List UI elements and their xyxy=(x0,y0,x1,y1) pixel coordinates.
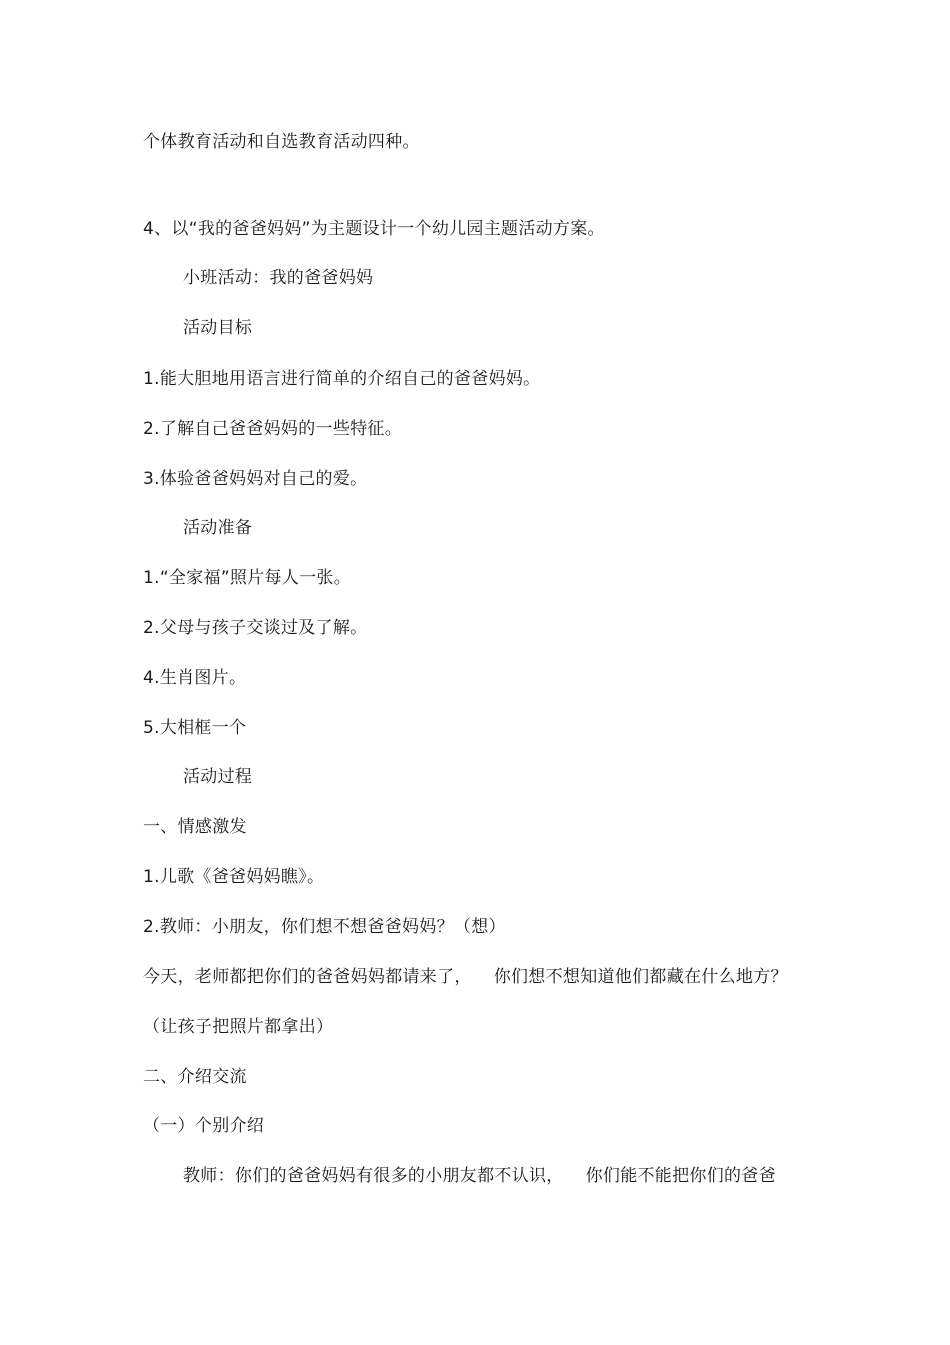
paragraph-line: （让孩子把照片都拿出） xyxy=(143,1017,334,1037)
goal-item: 1.能大胆地用语言进行简单的介绍自己的爸爸妈妈。 xyxy=(143,369,541,389)
paragraph-line-part: 你们能不能把你们的爸爸 xyxy=(585,1166,776,1186)
paragraph-line-part: 今天，老师都把你们的爸爸妈妈都请来了， xyxy=(143,967,472,987)
goal-item: 2.了解自己爸爸妈妈的一些特征。 xyxy=(143,419,403,439)
preparation-item: 2.父母与孩子交谈过及了解。 xyxy=(143,618,368,638)
process-step-heading: 一、情感激发 xyxy=(143,817,247,837)
process-subheading: （一）个别介绍 xyxy=(143,1116,265,1136)
preparation-item: 4.生肖图片。 xyxy=(143,668,247,688)
paragraph-line-part: 教师：你们的爸爸妈妈有很多的小朋友都不认识， xyxy=(183,1166,564,1186)
process-item: 1.儿歌《爸爸妈妈瞧》。 xyxy=(143,867,325,887)
preparation-item: 5.大相框一个 xyxy=(143,718,247,738)
paragraph-line-part: 你们想不想知道他们都藏在什么地方？ xyxy=(493,967,788,987)
section-heading-process: 活动过程 xyxy=(183,767,253,787)
activity-title: 小班活动：我的爸爸妈妈 xyxy=(183,268,374,288)
paragraph-line xyxy=(143,966,788,988)
section-heading-goals: 活动目标 xyxy=(183,318,253,338)
process-step-heading: 二、介绍交流 xyxy=(143,1067,247,1087)
paragraph-line xyxy=(183,1165,776,1187)
section-heading-preparation: 活动准备 xyxy=(183,518,253,538)
question-heading: 4、以“我的爸爸妈妈”为主题设计一个幼儿园主题活动方案。 xyxy=(143,219,605,239)
paragraph-line: 个体教育活动和自选教育活动四种。 xyxy=(143,132,420,152)
goal-item: 3.体验爸爸妈妈对自己的爱。 xyxy=(143,469,368,489)
preparation-item: 1.“全家福”照片每人一张。 xyxy=(143,568,352,588)
process-item: 2.教师：小朋友，你们想不想爸爸妈妈？（想） xyxy=(143,917,506,937)
